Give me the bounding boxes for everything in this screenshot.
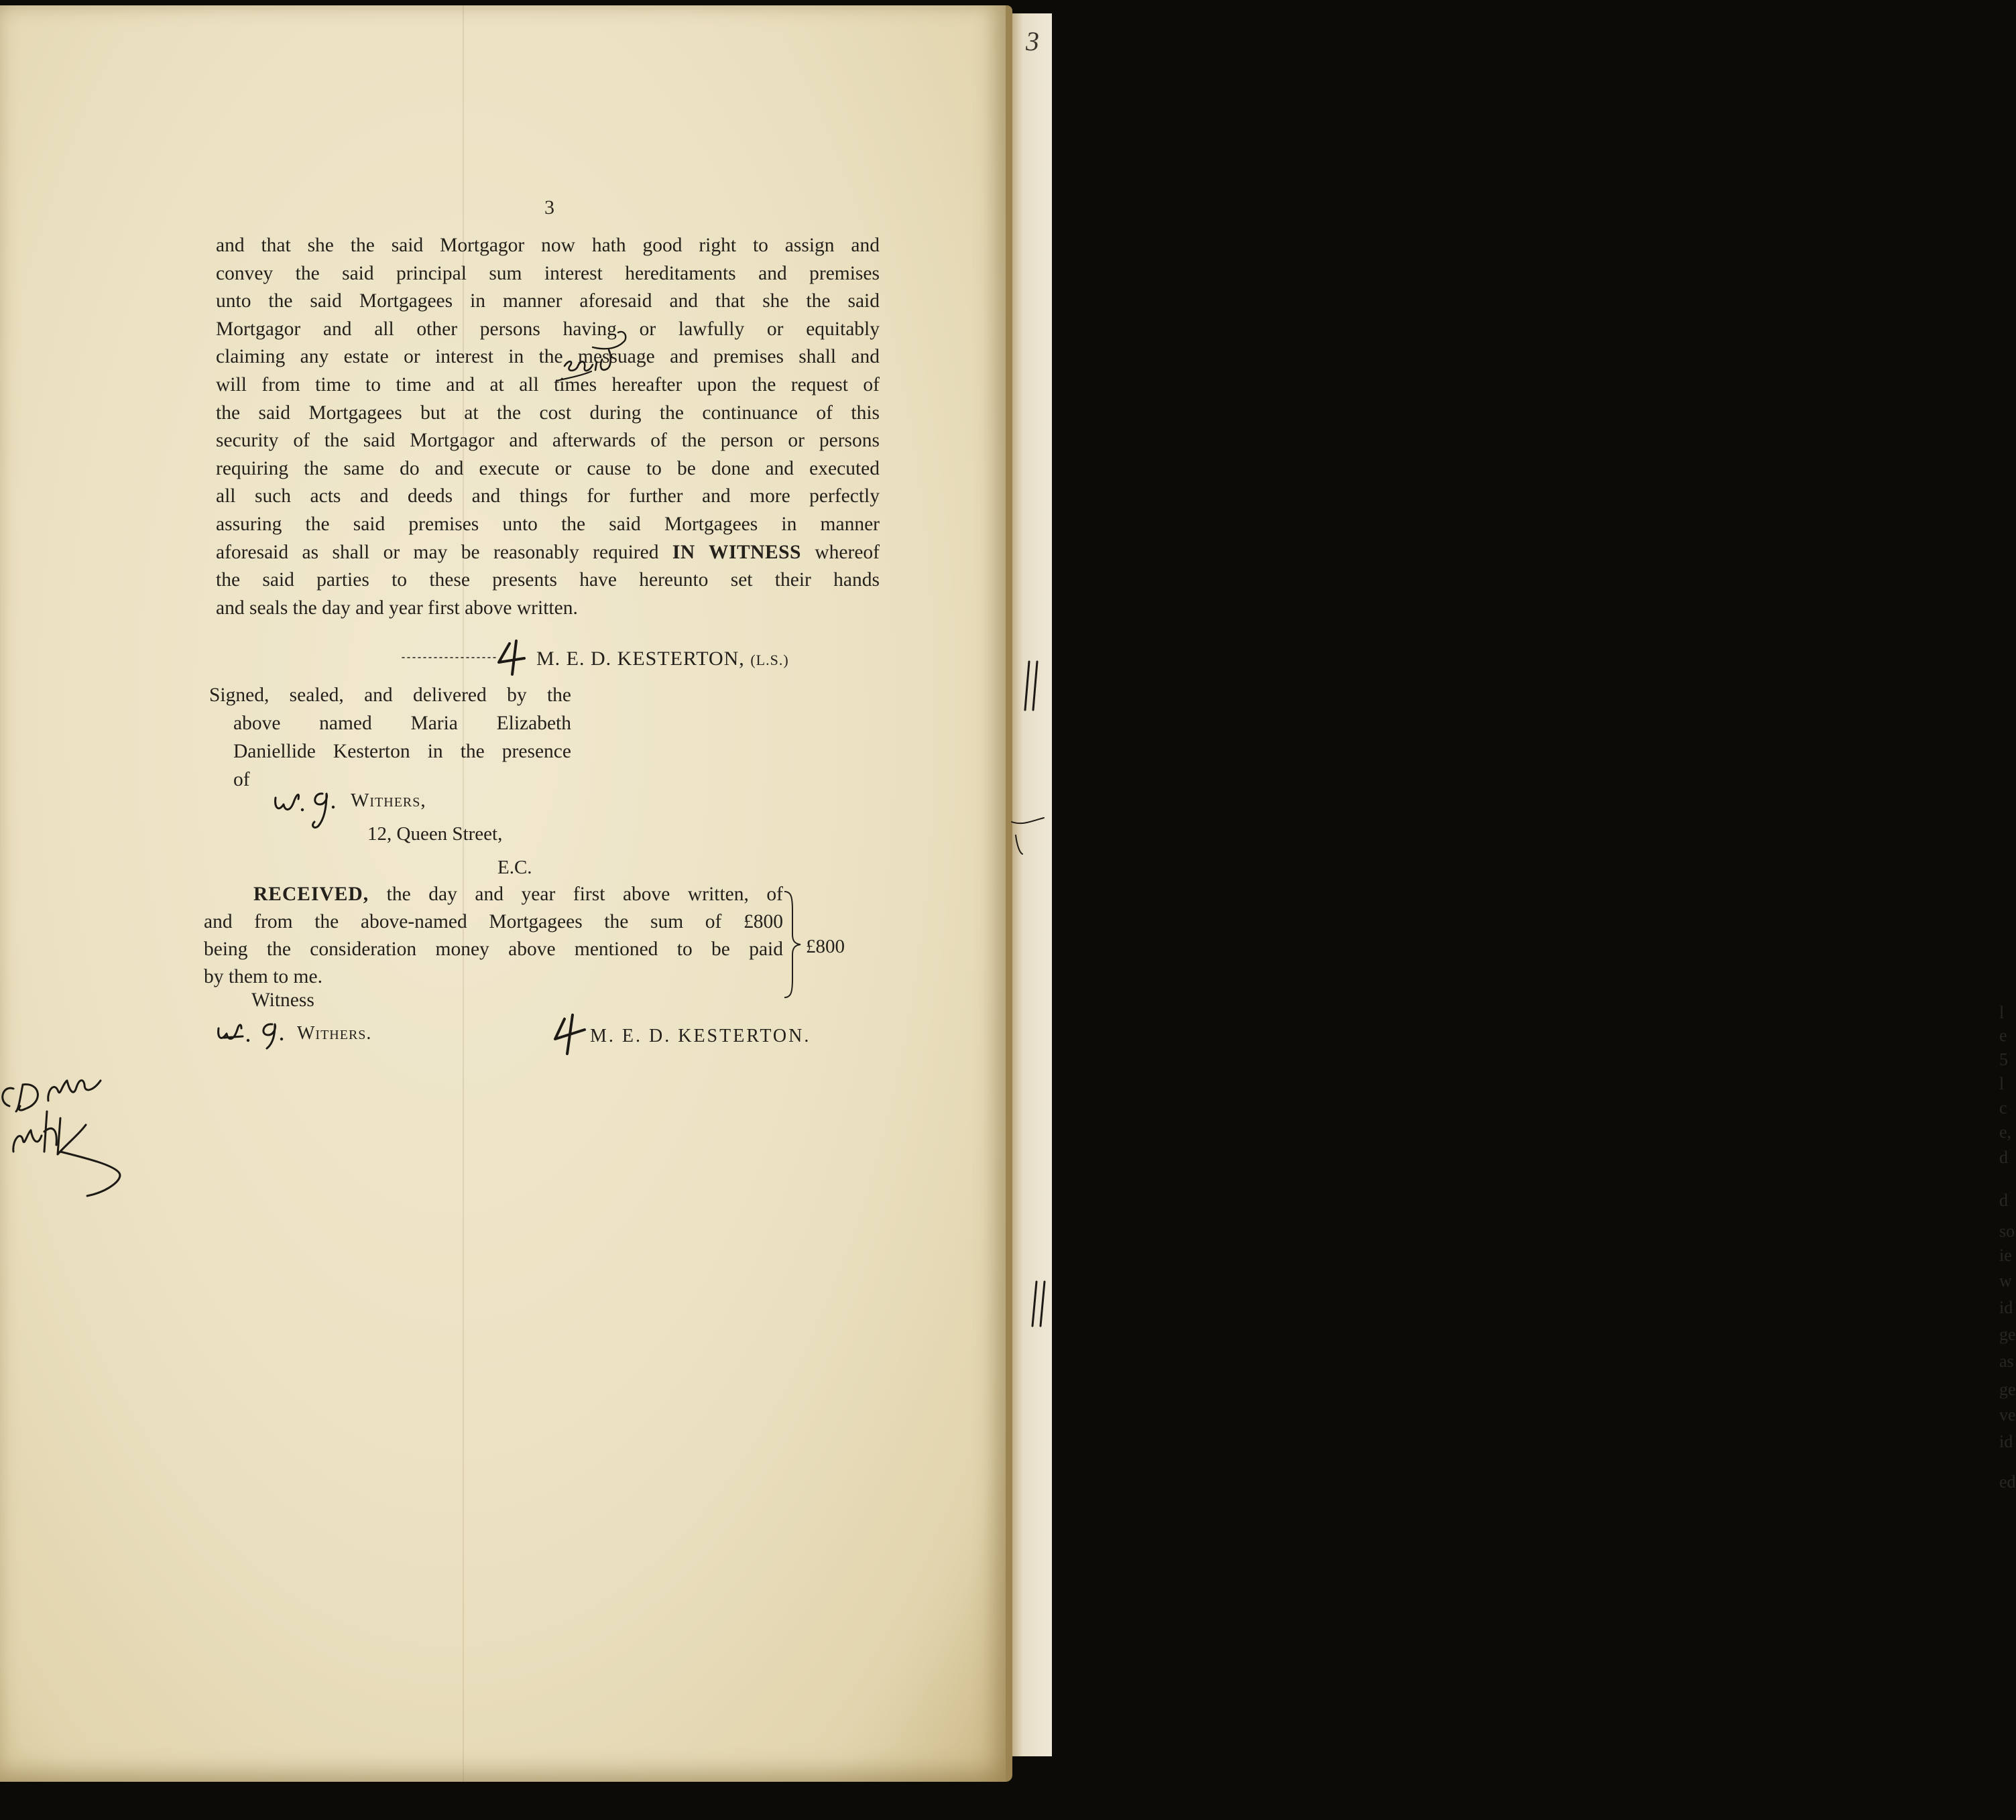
- mortgagor-signature: [536, 648, 789, 670]
- received-heading: RECEIVED,: [253, 884, 369, 905]
- mortgagor-mark-icon: [489, 638, 543, 677]
- document-page: [0, 5, 1012, 1782]
- witness-initials-signature: [272, 784, 349, 831]
- edge-fragment: id: [1999, 1432, 2013, 1451]
- edge-fragment: ge: [1999, 1325, 2016, 1344]
- margin-double-stroke-right: [1030, 1279, 1050, 1333]
- deed-line: and that she the said Mortgagor now hath good right to assign and: [216, 235, 880, 256]
- edge-fragment: id: [1999, 1298, 2013, 1317]
- witness-address-postcode: E.C.: [497, 857, 532, 878]
- deed-body: [216, 232, 880, 622]
- receipt-line: and from the above-named Mortgagees the sum of £800: [204, 911, 783, 932]
- edge-fragment: ve: [1999, 1405, 2016, 1424]
- edge-fragment: d: [1999, 1191, 2008, 1210]
- dotted-signature-rule: [402, 656, 496, 660]
- witness-name: Withers,: [351, 790, 426, 811]
- deed-line: will from time to time and at all times hereafter upon the request of: [216, 373, 880, 396]
- attestation-line: of: [233, 769, 250, 790]
- deed-line-part: aforesaid as shall or may be reasonably required: [216, 541, 672, 563]
- receipt-amount: £800: [806, 936, 845, 957]
- edge-fragment: d: [1999, 1148, 2008, 1167]
- receipt-brace: [783, 890, 803, 999]
- attestation-line: Signed, sealed, and delivered by the: [209, 684, 571, 706]
- corner-page-number: 3: [1026, 26, 1039, 56]
- deed-line: the said Mortgagees but at the cost during the continuance of this: [216, 402, 880, 424]
- margin-double-stroke: [1022, 659, 1043, 713]
- edge-fragment: l: [1999, 1074, 2005, 1093]
- edge-fragment: ie: [1999, 1246, 2012, 1265]
- deed-line: requiring the same do and execute or cause to be done and executed: [216, 457, 880, 479]
- receipt-line: by them to me.: [204, 966, 322, 987]
- edge-fragment: e: [1999, 1026, 2007, 1045]
- bottom-witness-name: Withers.: [297, 1023, 372, 1044]
- receipt-line-part: the day and year first above written, of: [369, 884, 783, 905]
- attestation-line: above named Maria Elizabeth: [233, 713, 571, 734]
- deed-line-part: whereof: [801, 541, 880, 563]
- in-witness-heading: IN WITNESS: [672, 541, 801, 563]
- deed-line: convey the said principal sum interest hereditaments and premises: [216, 262, 880, 284]
- margin-handwritten-annotation: [0, 1065, 134, 1225]
- edge-fragment: so: [1999, 1221, 2015, 1241]
- seal-mark: (L.S.): [750, 652, 789, 668]
- edge-fragment: c: [1999, 1098, 2007, 1117]
- deed-line-witness-clause: [216, 539, 880, 567]
- edge-fragment: as: [1999, 1351, 2014, 1371]
- margin-curl-mark: [1009, 808, 1049, 855]
- edge-fragment: ed: [1999, 1472, 2016, 1492]
- deed-line: unto the said Mortgagees in manner aforesaid and that she the said: [216, 290, 880, 312]
- deed-line: claiming any estate or interest in the messuage and premises shall and: [216, 346, 880, 368]
- deed-line: assuring the said premises unto the said Mortgagees in manner: [216, 513, 880, 535]
- mortgagor-name: M. E. D. KESTERTON,: [536, 648, 745, 670]
- receipt-line: [204, 881, 783, 908]
- deed-line: Mortgagor and all other persons having or lawfully or equitably: [216, 318, 880, 340]
- attestation-clause: [209, 681, 571, 794]
- edge-fragment: l: [1999, 1003, 2005, 1022]
- attestation-line: Daniellide Kesterton in the presence: [233, 741, 571, 762]
- edge-fragment: ge: [1999, 1380, 2016, 1399]
- witness-address: 12, Queen Street,: [367, 823, 503, 845]
- deed-line: and seals the day and year first above written.: [216, 597, 578, 619]
- receipt-clause: [204, 881, 783, 991]
- deed-line: security of the said Mortgagor and afterwards of the person or persons: [216, 430, 880, 452]
- deed-line: the said parties to these presents have hereunto set their hands: [216, 569, 880, 591]
- page-number: 3: [544, 196, 554, 219]
- edge-fragment: w: [1999, 1271, 2012, 1290]
- deed-line: all such acts and deeds and things for further and more perfectly: [216, 485, 880, 507]
- receipt-witness-label: Witness: [251, 989, 314, 1011]
- witness-initials-signature-bottom: [216, 1018, 290, 1051]
- receipt-line: being the consideration money above mentioned to be paid: [204, 938, 783, 960]
- edge-fragment: 5: [1999, 1050, 2008, 1069]
- handwritten-caret: [590, 326, 630, 353]
- bottom-mortgagor-name: M. E. D. KESTERTON.: [590, 1026, 811, 1046]
- edge-fragment: e,: [1999, 1122, 2012, 1142]
